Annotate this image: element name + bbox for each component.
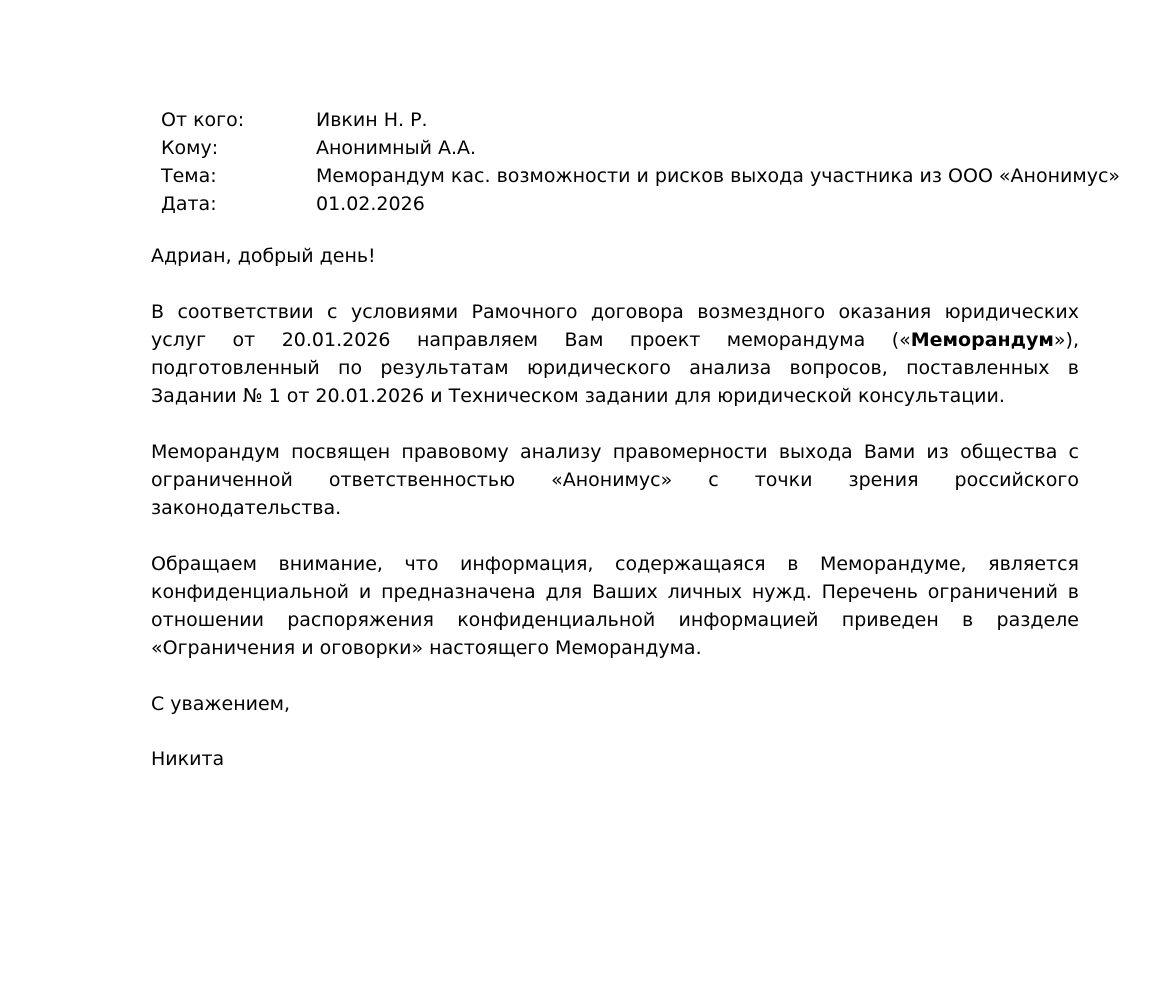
paragraph-subject: Меморандум посвящен правовому анализу правомерности выхода Вами из общества с ограниченной ответственностью «Анонимус» с точки зрения российского законодательства. [151, 441, 1079, 519]
memo-document [151, 106, 1121, 773]
paragraph-intro-end: »), подготовленный по результатам юридического анализа вопросов, поставленных в Задании № 1 от 20.01.2026 и Техническом задании для юридической консультации. [151, 329, 1079, 407]
memorandum-defined-term: Меморандум [910, 329, 1054, 351]
date-value: 01.02.2026 [316, 193, 425, 215]
header-row-to [161, 134, 1079, 162]
greeting: Адриан, добрый день! [151, 245, 376, 267]
memo-header [161, 106, 1121, 218]
date-label: Дата: [161, 193, 217, 215]
to-value: Анонимный А.А. [316, 137, 477, 159]
paragraph-confidentiality: Обращаем внимание, что информация, содержащаяся в Меморандуме, является конфиденциальной и предназначена для Ваших личных нужд. Перечень ограничений в отношении распоряжения конфиденциальной информацией приведен в разделе «Ограничения и оговорки» настоящего Меморандума. [151, 553, 1079, 659]
from-label: От кого: [161, 109, 245, 131]
paragraph-intro [151, 298, 1079, 410]
paragraph-intro-start: В соответствии с условиями Рамочного договора возмездного оказания юридических услуг от 20.01.2026 направляем Вам проект меморандума (« [151, 301, 1079, 351]
from-value: Ивкин Н. Р. [316, 109, 428, 131]
header-row-from [161, 106, 1079, 134]
header-row-date [161, 190, 1079, 218]
closing: С уважением, [151, 693, 291, 715]
subject-label: Тема: [161, 165, 217, 187]
to-label: Кому: [161, 137, 219, 159]
header-row-subject [161, 162, 1121, 190]
subject-value: Меморандум кас. возможности и рисков выхода участника из ООО «Анонимус» [316, 165, 1121, 187]
signature: Никита [151, 748, 225, 770]
